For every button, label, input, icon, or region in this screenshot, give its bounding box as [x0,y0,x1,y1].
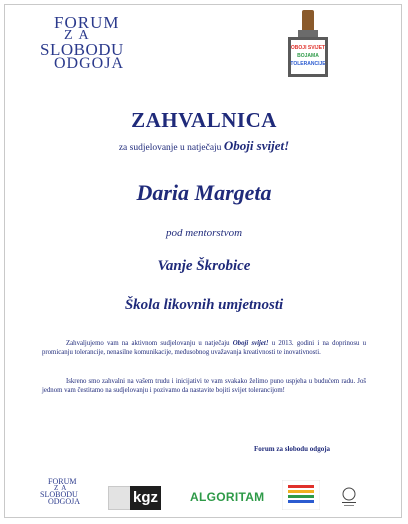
forum-logo-line: ZA [54,484,70,492]
brush-logo-text: BOJAMA [297,53,319,59]
subtitle-prefix: za sudjelovanje u natječaju [118,143,224,153]
body-paragraph: Iskreno smo zahvalni na vašem trudu i inicijativi te vam svakako želimo puno uspjeha u budućem radu. Još jednom vam čestitamo na sudjelovanju i pozivamo da nastavite bojiti svijet tolerancijom! [42,378,366,395]
kgz-logo [108,486,158,510]
kgz-logo-text: kgz [130,486,161,510]
contest-name: Oboji svijet! [223,138,290,153]
forum-logo [40,14,135,72]
kgz-logo-mark [108,486,132,510]
forum-logo-line: FORUM [54,13,120,32]
paragraph-text: u 2013. godini i na doprinosu u promicanju tolerancije, nenasilne komunikacije, međusobnog uvažavanja kreativnosti te inovativnosti. [42,340,366,357]
paint-brush-logo [284,10,332,78]
certificate-subtitle [0,138,408,154]
signature: Forum za slobodu odgoja [254,445,331,453]
body-paragraph [42,339,366,357]
forum-logo-line: ODGOJA [54,55,124,72]
forum-logo-line: SLOBODU [40,40,124,59]
forum-logo-line: ZA [64,28,95,43]
footer-forum-logo [40,478,88,508]
sponsor-logo [282,480,320,510]
brush-logo-text: TOLERANCIJE [290,61,326,67]
certificate-title: ZAHVALNICA [131,108,277,132]
mentor-name: Vanje Škrobice [157,258,251,274]
forum-logo-line: FORUM [48,477,77,486]
brush-logo-text: OBOJI SVIJET [290,45,326,51]
algoritam-logo: ALGORITAM [190,490,265,504]
school-name: Škola likovnih umjetnosti [124,297,284,313]
contest-name-inline: Oboji svijet! [232,340,269,347]
recipient-name: Daria Margeta [136,180,272,205]
paragraph-text: Zahvaljujemo vam na aktivnom sudjelovanju u natječaju [66,340,233,347]
mentor-label: pod mentorstvom [165,227,243,239]
sponsor-logo [334,484,364,510]
forum-logo-line: ODGOJA [48,497,80,506]
forum-logo-line: SLOBODU [40,490,78,499]
